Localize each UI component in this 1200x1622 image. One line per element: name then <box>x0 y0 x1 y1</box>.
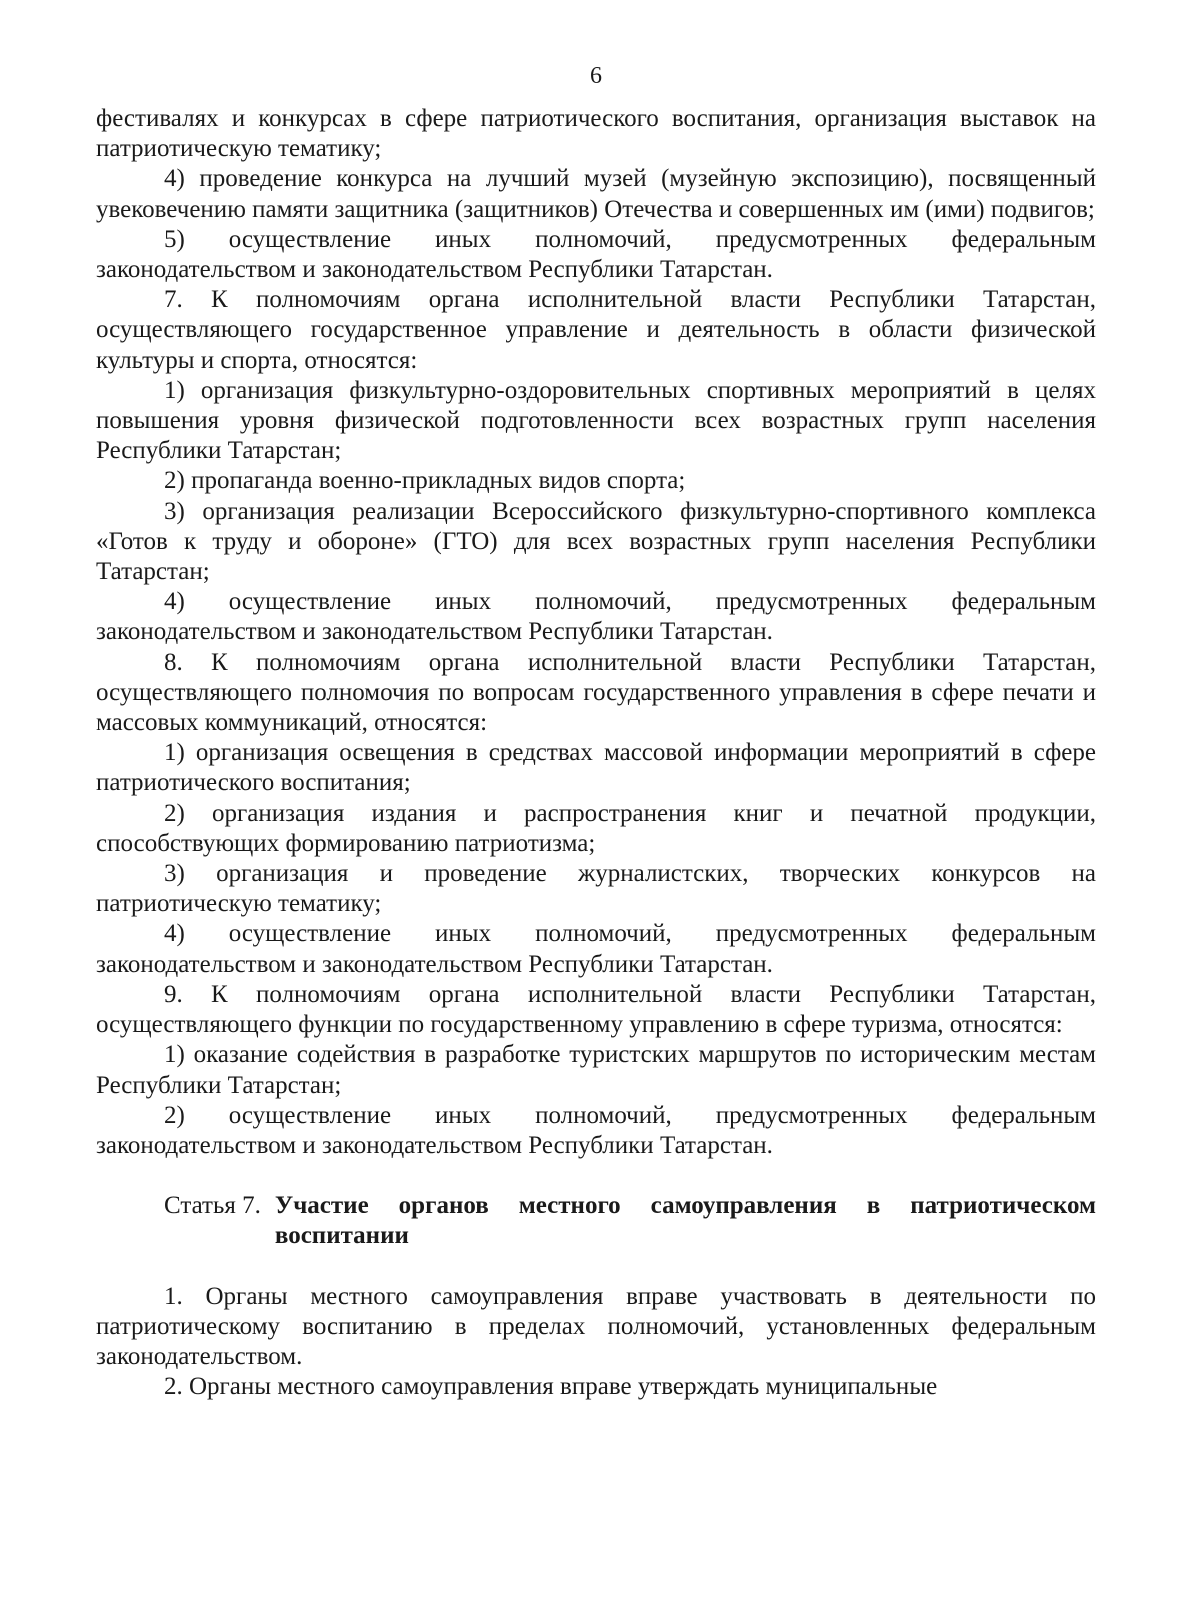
paragraph: 2) осуществление иных полномочий, предусмотренных федеральным законодательством и законодательством Республики Татарстан. <box>96 1101 1096 1159</box>
paragraph: 1) организация освещения в средствах массовой информации мероприятий в сфере патриотического воспитания; <box>96 739 1096 797</box>
paragraphs-before-article <box>96 104 1096 1161</box>
paragraph: 2. Органы местного самоуправления вправе утверждать муниципальные <box>164 1373 938 1401</box>
document-body <box>96 104 1096 1402</box>
paragraph: 7. К полномочиям органа исполнительной власти Республики Татарстан, осуществляющего государственное управление и деятельность в области физической культуры и спорта, относятся: <box>96 286 1096 374</box>
paragraph: фестивалях и конкурсах в сфере патриотического воспитания, организация выставок на патриотическую тематику; <box>96 105 1096 163</box>
paragraph: 5) осуществление иных полномочий, предусмотренных федеральным законодательством и законодательством Республики Татарстан. <box>96 225 1096 284</box>
paragraphs-after-article <box>96 1282 1096 1403</box>
paragraph: 8. К полномочиям органа исполнительной власти Республики Татарстан, осуществляющего полномочия по вопросам государственного управления в сфере печати и массовых коммуникаций, относятся: <box>96 648 1096 737</box>
paragraph: 1) организация физкультурно-оздоровительных спортивных мероприятий в целях повышения уровня физической подготовленности всех возрастных групп населения Республики Татарстан; <box>96 376 1096 465</box>
paragraph: 3) организация реализации Всероссийского физкультурно-спортивного комплекса «Готов к труду и обороне» (ГТО) для всех возрастных групп населения Республики Татарстан; <box>96 497 1096 586</box>
paragraph: 4) осуществление иных полномочий, предусмотренных федеральным законодательством и законодательством Республики Татарстан. <box>96 920 1096 978</box>
article-heading <box>96 1191 1096 1251</box>
paragraph: 2) организация издания и распространения книг и печатной продукции, способствующих формированию патриотизма; <box>96 799 1096 857</box>
document-page <box>96 0 1096 1622</box>
page-number: 6 <box>590 63 602 89</box>
article-label: Статья 7. <box>164 1192 261 1220</box>
paragraph: 1) оказание содействия в разработке туристских маршрутов по историческим местам Республики Татарстан; <box>96 1041 1096 1099</box>
article-title: Участие органов местного самоуправления в патриотическом воспитании <box>274 1192 1096 1250</box>
paragraph: 3) организация и проведение журналистских, творческих конкурсов на патриотическую тематику; <box>96 860 1096 918</box>
paragraph: 4) проведение конкурса на лучший музей (музейную экспозицию), посвященный увековечению памяти защитника (защитников) Отечества и совершенных им (ими) подвигов; <box>96 165 1096 223</box>
paragraph: 9. К полномочиям органа исполнительной власти Республики Татарстан, осуществляющего функции по государственному управлению в сфере туризма, относятся: <box>96 980 1096 1039</box>
paragraph: 2) пропаганда военно-прикладных видов спорта; <box>164 467 686 495</box>
paragraph: 1. Органы местного самоуправления вправе участвовать в деятельности по патриотическому воспитанию в пределах полномочий, установленных федеральным законодательством. <box>96 1282 1096 1370</box>
paragraph: 4) осуществление иных полномочий, предусмотренных федеральным законодательством и законодательством Республики Татарстан. <box>96 588 1096 646</box>
